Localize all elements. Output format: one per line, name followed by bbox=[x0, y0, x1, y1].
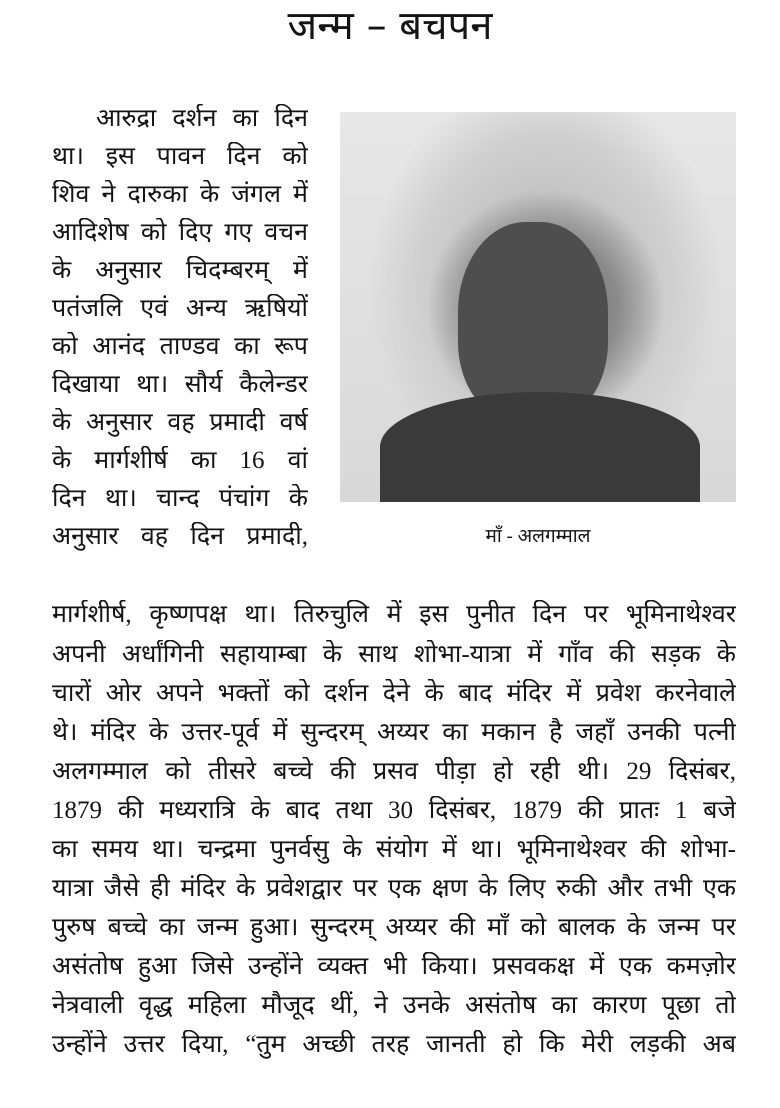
text-line: यात्रा जैसे ही मंदिर के प्रवेशद्वार पर एक क्षण के लिए रुकी और तभी एक bbox=[52, 875, 736, 902]
text-line: के मार्गशीर्ष का 16 वां bbox=[52, 447, 308, 474]
text-line: दिन था। चान्द पंचांग के bbox=[52, 485, 308, 512]
text-line: पुरुष बच्चे का जन्म हुआ। सुन्दरम् अय्यर की माँ को बालक के जन्म पर bbox=[52, 914, 736, 941]
text-line: थे। मंदिर के उत्तर-पूर्व में सुन्दरम् अय्यर का मकान है जहाँ उनकी पत्नी bbox=[52, 719, 736, 746]
text-line: अलगम्माल को तीसरे बच्चे की प्रसव पीड़ा हो रही थी। 29 दिसंबर, bbox=[52, 758, 736, 785]
text-line: को आनंद ताण्डव का रूप bbox=[52, 333, 308, 360]
text-line: आदिशेष को दिए गए वचन bbox=[52, 219, 308, 246]
text-line: आरुद्रा दर्शन का दिन bbox=[96, 105, 308, 132]
text-line: चारों ओर अपने भक्तों को दर्शन देने के बाद मंदिर में प्रवेश करनेवाले bbox=[52, 680, 736, 707]
text-line: के अनुसार वह प्रमादी वर्ष bbox=[52, 409, 308, 436]
photo-caption: माँ - अलगम्माल bbox=[485, 526, 591, 547]
text-line: पतंजलि एवं अन्य ऋषियों bbox=[52, 295, 308, 322]
chapter-title: जन्म – बचपन bbox=[287, 3, 493, 49]
text-line: उन्होंने उत्तर दिया, “तुम अच्छी तरह जानती हो कि मेरी लड़की अब bbox=[52, 1031, 736, 1058]
text-line: का समय था। चन्द्रमा पुनर्वसु के संयोग में था। भूमिनाथेश्वर की शोभा- bbox=[52, 836, 736, 863]
text-line: अपनी अर्धांगिनी सहायाम्बा के साथ शोभा-यात्रा में गाँव की सड़क के bbox=[52, 641, 736, 668]
text-line: अनुसार वह दिन प्रमादी, bbox=[52, 523, 308, 550]
text-line: शिव ने दारुका के जंगल में bbox=[52, 181, 308, 208]
portrait-shoulders bbox=[380, 392, 700, 502]
text-line: मार्गशीर्ष, कृष्णपक्ष था। तिरुचुलि में इस पुनीत दिन पर भूमिनाथेश्वर bbox=[52, 601, 736, 628]
text-line: असंतोष हुआ जिसे उन्होंने व्यक्त भी किया। प्रसवकक्ष में एक कमज़ोर bbox=[52, 953, 736, 980]
text-line: दिखाया था। सौर्य कैलेन्डर bbox=[52, 371, 308, 398]
text-line: नेत्रवाली वृद्ध महिला मौजूद थीं, ने उनके असंतोष का कारण पूछा तो bbox=[52, 992, 736, 1019]
text-line: था। इस पावन दिन को bbox=[52, 143, 308, 170]
text-line: के अनुसार चिदम्बरम् में bbox=[52, 257, 308, 284]
portrait-photo bbox=[340, 112, 736, 502]
text-line: 1879 की मध्यरात्रि के बाद तथा 30 दिसंबर, 1879 की प्रातः 1 बजे bbox=[52, 797, 736, 824]
